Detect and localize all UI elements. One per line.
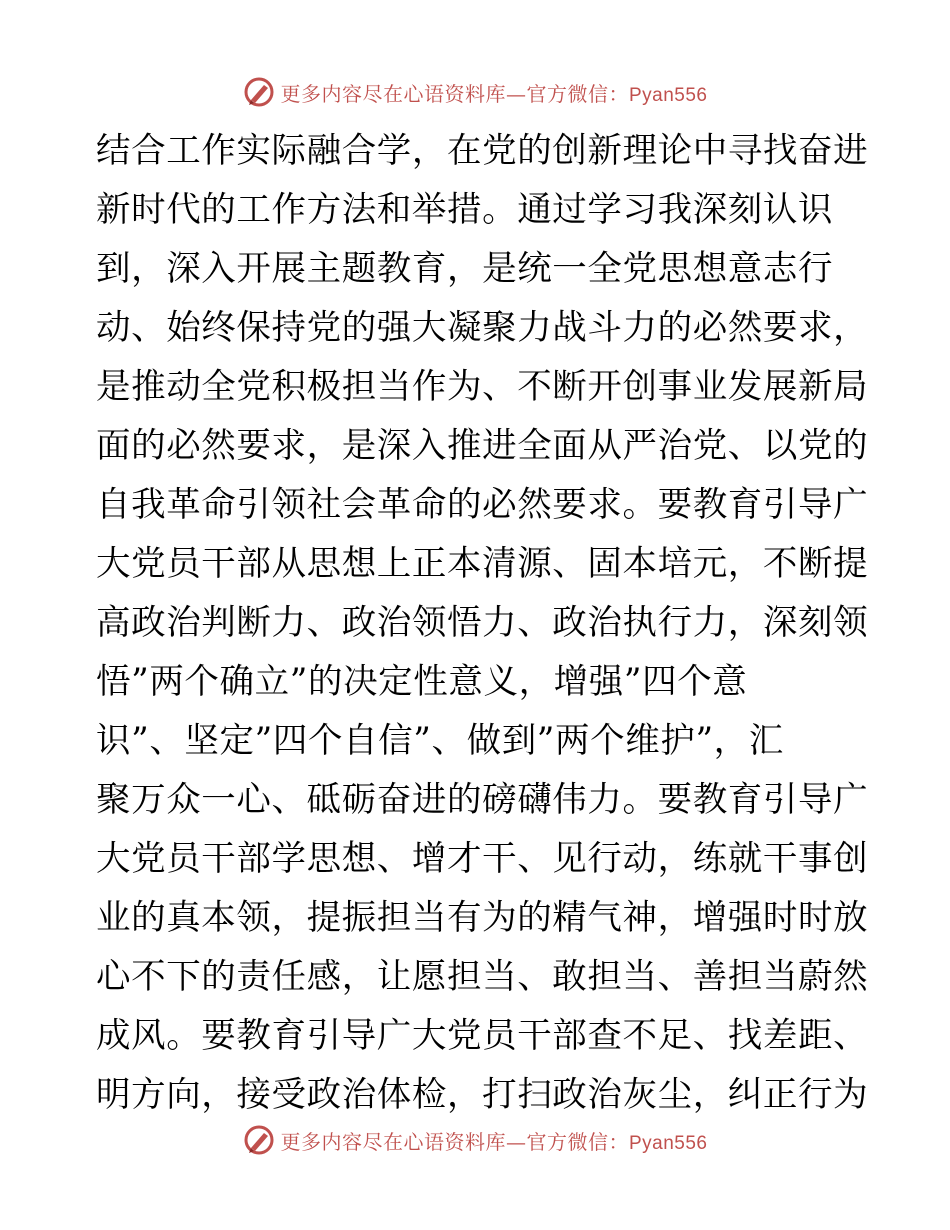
- text-line: 大党员干部从思想上正本清源、固本培元，不断提: [96, 544, 869, 584]
- document-body: [96, 122, 869, 1125]
- pen-logo-icon: [242, 75, 276, 109]
- header-watermark-text: 更多内容尽在心语资料库—官方微信：Pyan556: [280, 81, 708, 106]
- text-line: 识”、坚定”四个自信”、做到”两个维护”，汇: [96, 721, 784, 761]
- text-line: 是推动全党积极担当作为、不断开创事业发展新局: [96, 367, 869, 407]
- footer-watermark-text: 更多内容尽在心语资料库—官方微信：Pyan556: [280, 1129, 708, 1154]
- text-line: 自我革命引领社会革命的必然要求。要教育引导广: [96, 485, 869, 525]
- text-line: 新时代的工作方法和举措。通过学习我深刻认识: [96, 190, 834, 230]
- pen-logo-icon: [242, 1123, 276, 1157]
- text-line: 大党员干部学思想、增才干、见行动，练就干事创: [96, 839, 869, 879]
- footer-watermark: [0, 1120, 950, 1160]
- text-line: 到，深入开展主题教育，是统一全党思想意志行: [96, 249, 834, 289]
- text-line: 悟”两个确立”的决定性意义，增强”四个意: [96, 662, 748, 702]
- text-line: 结合工作实际融合学，在党的创新理论中寻找奋进: [96, 131, 869, 171]
- text-line: 面的必然要求，是深入推进全面从严治党、以党的: [96, 426, 869, 466]
- text-line: 聚万众一心、砥砺奋进的磅礴伟力。要教育引导广: [96, 780, 869, 820]
- text-line: 明方向，接受政治体检，打扫政治灰尘，纠正行为: [96, 1075, 869, 1115]
- text-line: 心不下的责任感，让愿担当、敢担当、善担当蔚然: [96, 957, 869, 997]
- text-line: 动、始终保持党的强大凝聚力战斗力的必然要求，: [96, 308, 869, 348]
- text-line: 业的真本领，提振担当有为的精气神，增强时时放: [96, 898, 869, 938]
- header-watermark: [0, 72, 950, 112]
- text-line: 成风。要教育引导广大党员干部查不足、找差距、: [96, 1016, 869, 1056]
- text-line: 高政治判断力、政治领悟力、政治执行力，深刻领: [96, 603, 869, 643]
